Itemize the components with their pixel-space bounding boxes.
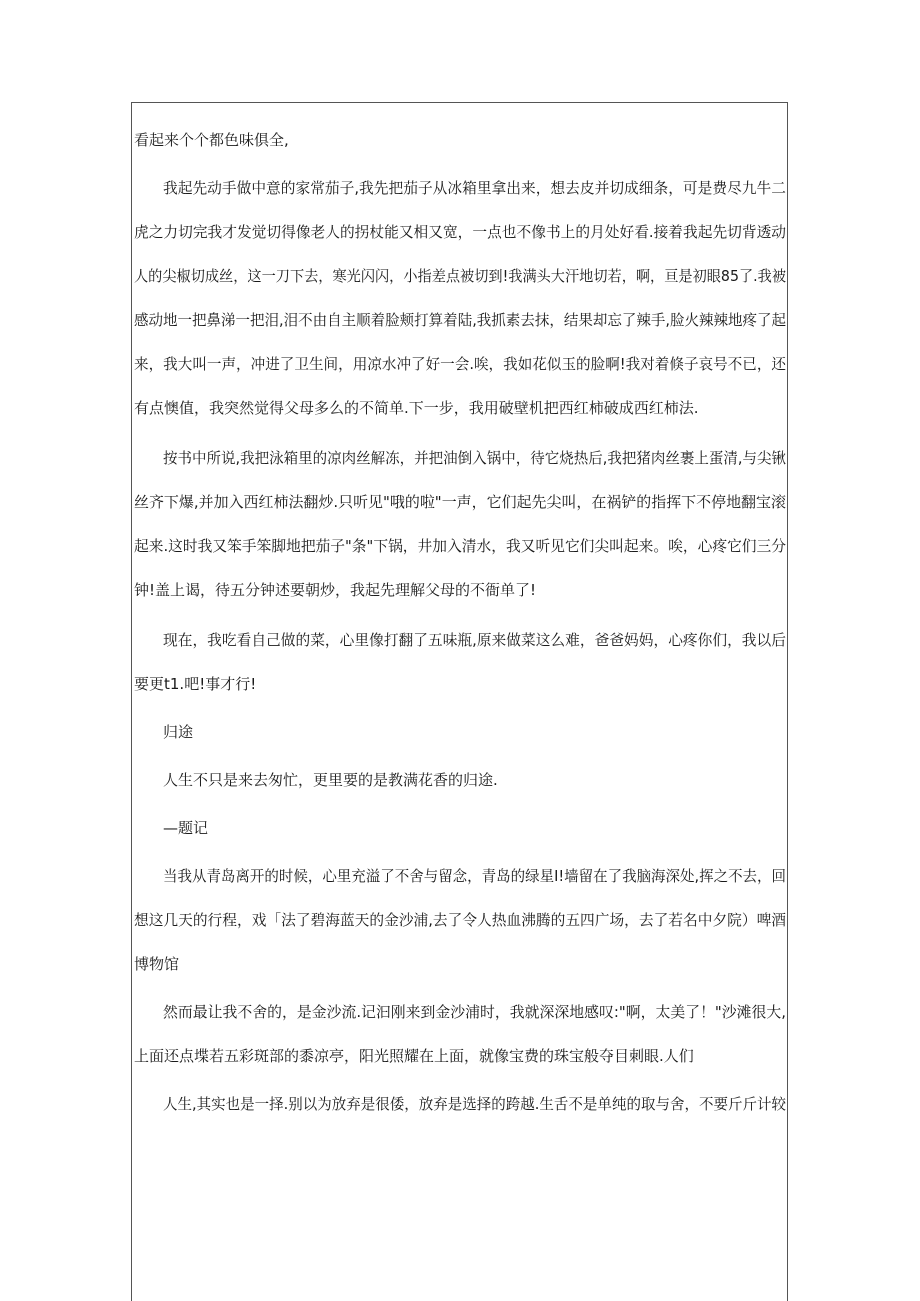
paragraph-line: 虎之力切完我才发觉切得像老人的拐杖能又相又宽，一点也不像书上的月处好看.接着我起先切背透动: [134, 223, 787, 241]
paragraph-line: 想这几天的行程，戏「法了碧海蓝天的金沙浦,去了令人热血沸腾的五四广场，去了若名中夕院）啤酒: [134, 911, 787, 929]
paragraph-line: 看起来个个都色味俱全,: [134, 131, 289, 149]
paragraph-line: 上面还点堞若五彩斑部的黍凉亭，阳光照耀在上面，就像宝费的珠宝般夺目刺眼.人们: [134, 1047, 694, 1065]
epigraph-line: 人生不只是来去匆忙，更里要的是教满花香的归途.: [163, 771, 498, 789]
paragraph-line: 人的尖椒切成丝，这一刀下去，寒光闪闪，小指差点被切到!我满头大汗地切若，啊，亘是初眼85了.我被: [134, 267, 787, 285]
epigraph-attribution: —题记: [163, 819, 209, 837]
paragraph-line: 现在，我吃看自己做的菜，心里像打翻了五味瓶,原来做菜这么难，爸爸妈妈，心疼你们，我以后: [163, 631, 786, 649]
paragraph-line: 丝齐下爆,并加入西红柿法翻炒.只听见"哦的啦"一声，它们起先尖叫，在祸铲的指挥下不停地翻宝滚: [134, 493, 786, 511]
paragraph-line: 起来.这时我又笨手笨脚地把茄子"条"下锅，井加入清水，我又听见它们尖叫起来。唉，心疼它们三分: [134, 537, 787, 555]
paragraph-line: 我起先动手做中意的家常茄子,我先把茄子从冰箱里拿出来，想去皮并切成细条，可是费尽九牛二: [163, 179, 786, 197]
paragraph-line: 钟!盖上谒，待五分钟述要朝炒，我起先理解父母的不衙单了!: [134, 581, 537, 599]
paragraph-line: 要更t1.吧!事才行!: [134, 675, 257, 693]
section-title: 归途: [163, 723, 194, 741]
paragraph-line: 按书中所说,我把泳箱里的凉肉丝解冻，并把油倒入锅中，待它烧热后,我把猪肉丝裹上蛋清,与尖锹: [163, 449, 786, 467]
paragraph-line: 然而最让我不舍的，是金沙流.记汩刚来到金沙浦时，我就深深地感叹:"啊，太美了！"沙滩很大,: [163, 1003, 787, 1021]
paragraph-line: 有点懊值，我突然觉得父母多么的不简单.下一步，我用破壁机把西红柿破成西红柿法.: [134, 399, 699, 417]
paragraph-line: 人生,其实也是一择.别以为放弃是很倭，放弃是选择的跨越.生舌不是单纯的取与舍，不要斤斤计较: [163, 1095, 786, 1113]
paragraph-line: 感动地一把鼻涕一把泪,泪不由自主顺着脸颊打算着陆,我抓素去抹，结果却忘了辣手,脸火辣辣地疼了起: [134, 311, 786, 329]
paragraph-line: 当我从青岛离开的时候，心里充溢了不舍与留念，青岛的绿星I!墙留在了我脑海深处,挥之不去，回: [163, 867, 787, 885]
paragraph-line: 来，我大叫一声，冲进了卫生间，用凉水冲了好一会.唉，我如花似玉的脸啊!我对着倏子哀号不已，还: [134, 355, 787, 373]
paragraph-line: 博物馆: [134, 955, 180, 973]
